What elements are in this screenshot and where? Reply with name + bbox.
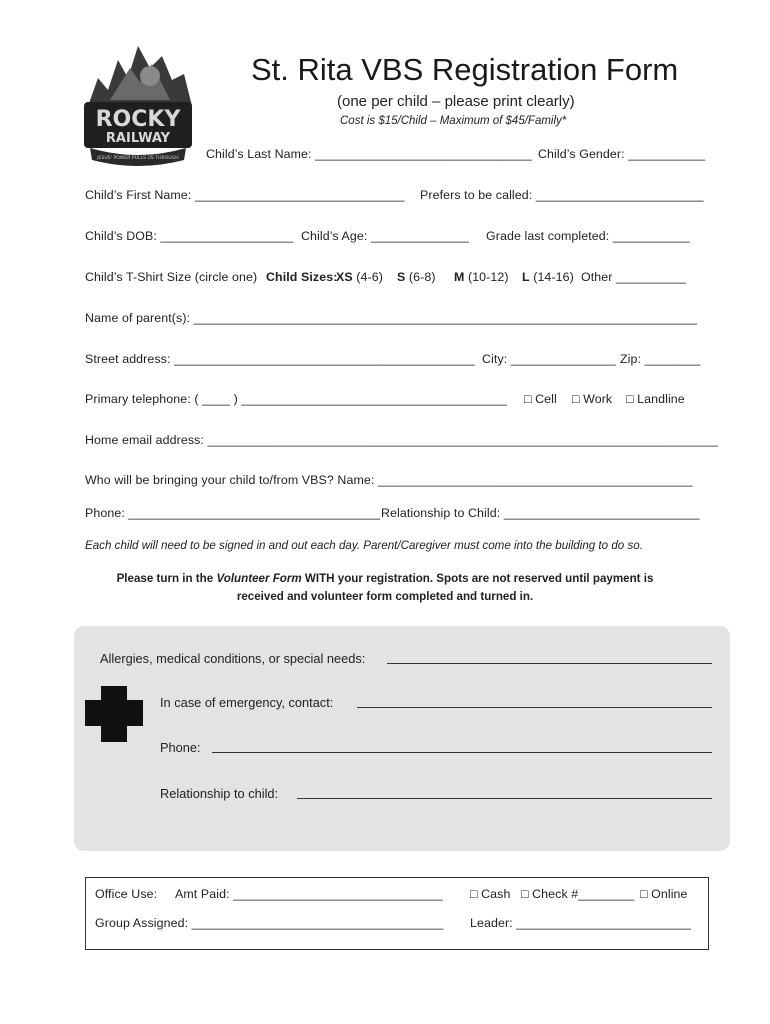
pickup-phone-field[interactable]: Phone: ____________________________________: [85, 506, 381, 520]
pickup-relationship-field[interactable]: Relationship to Child: ____________________________: [381, 506, 700, 520]
emergency-phone-line[interactable]: [212, 752, 712, 753]
landline-checkbox[interactable]: □ Landline: [626, 392, 685, 406]
check-checkbox[interactable]: □ Check #________: [521, 887, 635, 901]
dob-field[interactable]: Child’s DOB: ___________________: [85, 229, 294, 243]
street-field[interactable]: Street address: ___________________________________________: [85, 352, 475, 366]
emergency-contact-line[interactable]: [357, 707, 712, 708]
emergency-phone-label: Phone:: [160, 740, 201, 755]
office-use-label: Office Use:: [95, 887, 158, 901]
zip-field[interactable]: Zip: ________: [620, 352, 701, 366]
cash-checkbox[interactable]: □ Cash: [470, 887, 511, 901]
grade-field[interactable]: Grade last completed: ___________: [486, 229, 690, 243]
parents-field[interactable]: Name of parent(s): ________________________________________________________________________: [85, 311, 697, 325]
work-checkbox[interactable]: □ Work: [572, 392, 613, 406]
size-l-option[interactable]: L (14-16): [522, 270, 574, 284]
volunteer-note: Please turn in the Volunteer Form WITH your registration. Spots are not reserved until payment is received and volunteer form completed and turned in.: [116, 572, 654, 603]
city-field[interactable]: City: _______________: [482, 352, 616, 366]
rocky-railway-logo: [80, 38, 196, 174]
first-name-field[interactable]: Child’s First Name: ______________________________: [85, 188, 405, 202]
allergies-label: Allergies, medical conditions, or special needs:: [100, 651, 366, 666]
shirt-size-label: Child’s T-Shirt Size (circle one): [85, 270, 258, 284]
amt-paid-field[interactable]: Amt Paid: ______________________________: [175, 887, 443, 901]
primary-phone-field[interactable]: Primary telephone: ( ____ ) ______________________________________: [85, 392, 508, 406]
emergency-relationship-label: Relationship to child:: [160, 786, 279, 801]
age-field[interactable]: Child’s Age: ______________: [301, 229, 469, 243]
logo-tagline: JESUS' POWER PULLS US THROUGH: [97, 156, 179, 161]
allergies-line[interactable]: [387, 663, 712, 664]
gender-field[interactable]: Child’s Gender: ___________: [538, 147, 706, 161]
preferred-name-field[interactable]: Prefers to be called: ________________________: [420, 188, 704, 202]
size-s-option[interactable]: S (6-8): [397, 270, 436, 284]
sign-in-note: Each child will need to be signed in and out each day. Parent/Caregiver must come into the building to do so.: [85, 539, 643, 552]
cell-checkbox[interactable]: □ Cell: [524, 392, 557, 406]
shirt-sizes-label: Child Sizes:: [266, 270, 338, 284]
size-xs-option[interactable]: XS (4-6): [336, 270, 383, 284]
size-m-option[interactable]: M (10-12): [454, 270, 509, 284]
group-assigned-field[interactable]: Group Assigned: ____________________________________: [95, 916, 444, 930]
page-title: St. Rita VBS Registration Form: [251, 52, 679, 87]
online-checkbox[interactable]: □ Online: [640, 887, 688, 901]
page-subtitle: (one per child – please print clearly): [337, 93, 575, 110]
logo-line1: ROCKY: [95, 107, 181, 132]
size-other-field[interactable]: Other __________: [581, 270, 686, 284]
last-name-field[interactable]: Child’s Last Name: _______________________________: [206, 147, 532, 161]
emergency-relationship-line[interactable]: [297, 798, 712, 799]
logo-line2: RAILWAY: [105, 131, 171, 146]
emergency-contact-label: In case of emergency, contact:: [160, 695, 334, 710]
pickup-name-field[interactable]: Who will be bringing your child to/from VBS? Name: _____________________________________________: [85, 473, 693, 487]
email-field[interactable]: Home email address: _________________________________________________________________________: [85, 433, 718, 447]
medical-cross-icon-bar: [85, 700, 143, 726]
cost-note: Cost is $15/Child – Maximum of $45/Family*: [340, 115, 567, 127]
leader-field[interactable]: Leader: _________________________: [470, 916, 692, 930]
